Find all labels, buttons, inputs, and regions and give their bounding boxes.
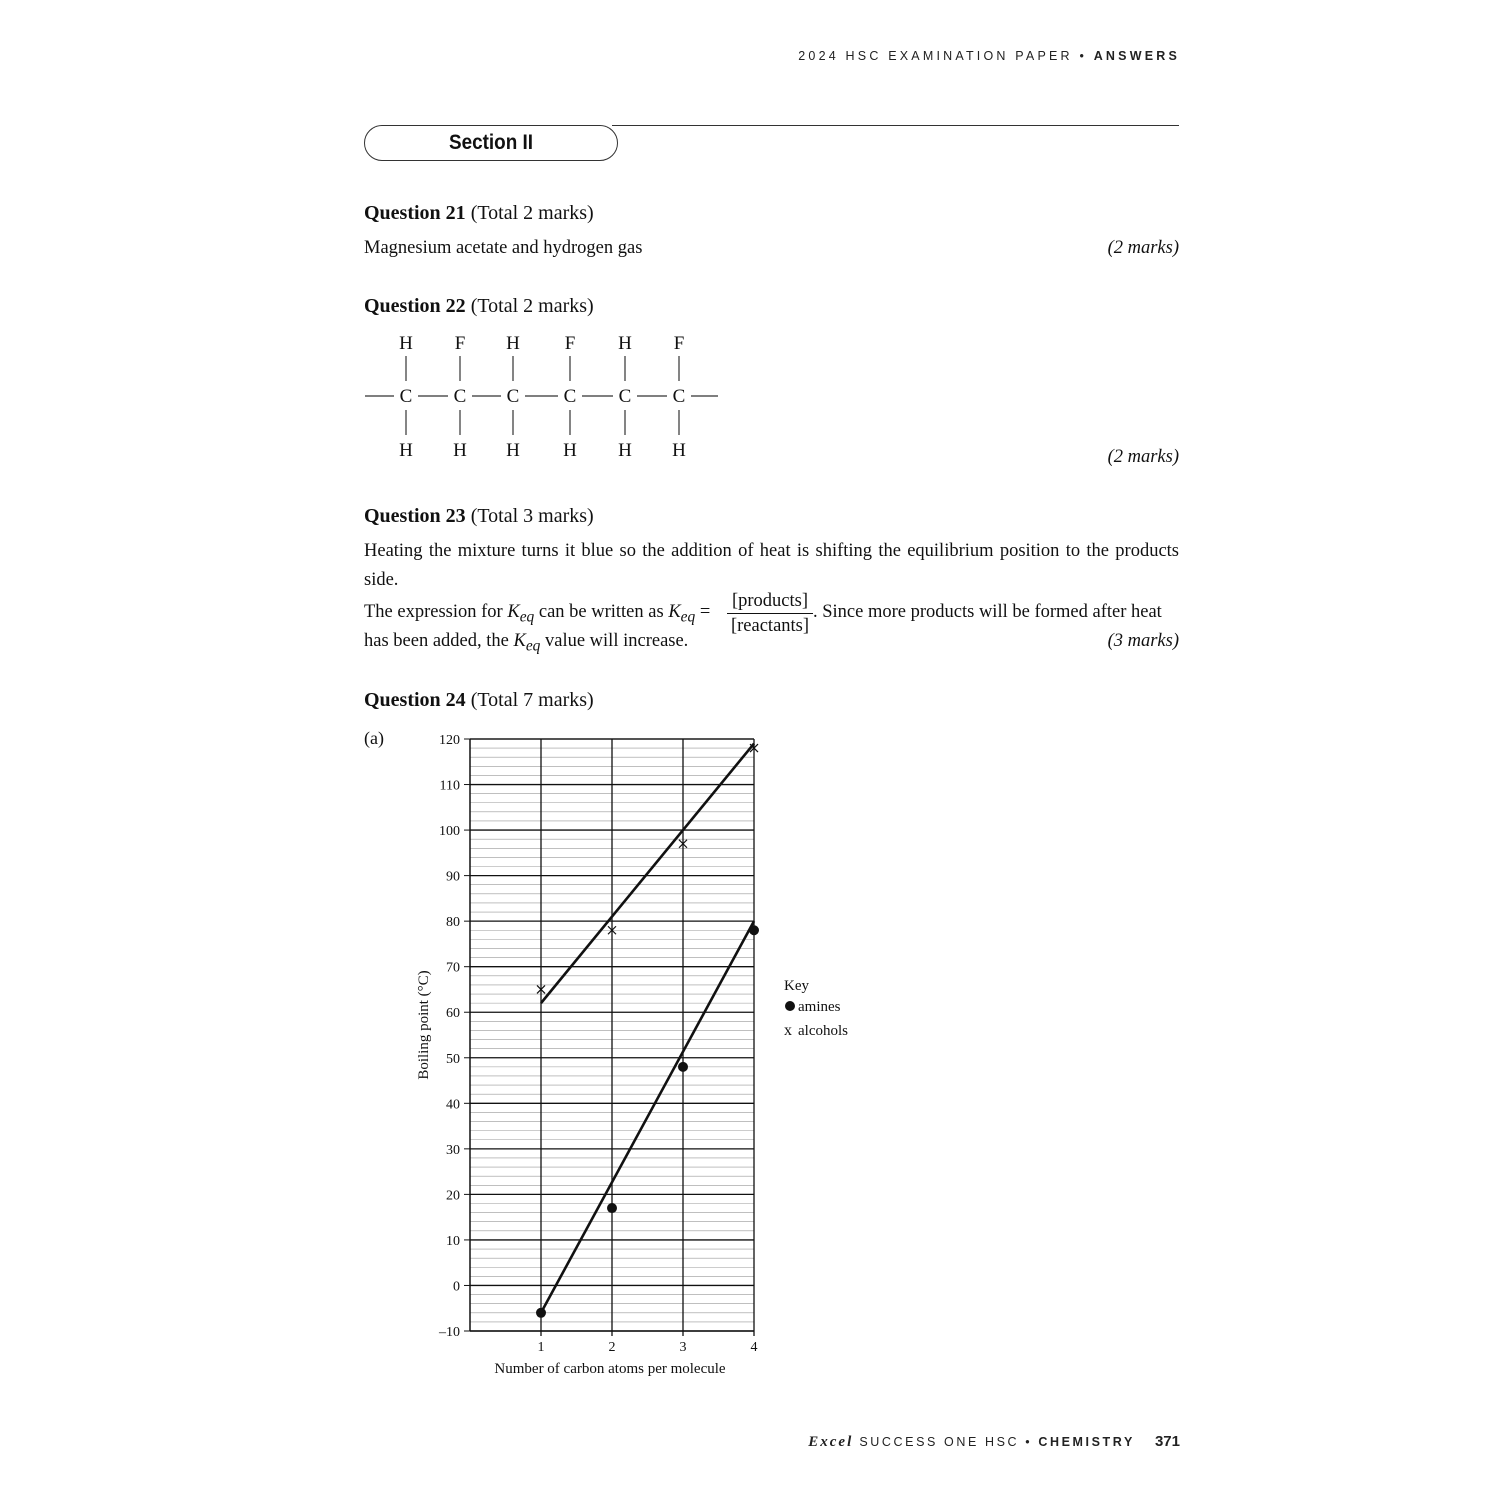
footer-separator: • [1025, 1435, 1033, 1449]
y-tick-label: 100 [439, 824, 460, 840]
data-point-amines [678, 1062, 688, 1072]
x-tick-label: 1 [537, 1340, 545, 1355]
atom-bottom: H [506, 440, 520, 461]
polymer-structure [360, 328, 730, 463]
y-tick-label: 20 [446, 1188, 460, 1204]
atom-top: H [506, 333, 520, 354]
y-tick-label: 60 [446, 1006, 460, 1022]
footer-brand: Excel [808, 1434, 854, 1450]
y-tick-label: 120 [439, 733, 460, 748]
atom-bottom: H [563, 440, 577, 461]
atom-bottom: H [672, 440, 686, 461]
atom-top: F [564, 333, 576, 354]
y-tick-label: 50 [446, 1051, 460, 1067]
question-22-marks: (2 marks) [1107, 447, 1179, 467]
question-24-part-a: (a) [364, 728, 384, 748]
question-24-heading [364, 689, 594, 712]
atom-carbon: C [453, 386, 467, 407]
q23-text-b: can be written as [534, 602, 669, 622]
atom-top: H [618, 333, 632, 354]
question-24-label: Question 24 [364, 689, 466, 711]
atom-bottom: H [453, 440, 467, 461]
running-footer [808, 1433, 1180, 1451]
atom-carbon: C [506, 386, 520, 407]
header-separator: • [1079, 49, 1088, 63]
question-21-label: Question 21 [364, 202, 466, 224]
atom-carbon: C [563, 386, 577, 407]
question-22-total: (Total 2 marks) [470, 295, 594, 317]
legend-title: Key [784, 978, 809, 994]
boiling-point-chart [400, 725, 880, 1385]
question-24-total: (Total 7 marks) [470, 689, 594, 711]
page-number: 371 [1154, 1433, 1180, 1450]
fraction-denominator: [reactants] [730, 616, 810, 636]
trend-line-alcohols [541, 744, 754, 1004]
atom-bottom: H [399, 440, 413, 461]
y-tick-label: –10 [439, 1325, 460, 1340]
question-22-label: Question 22 [364, 295, 466, 317]
atom-carbon: C [618, 386, 632, 407]
question-21-answer: Magnesium acetate and hydrogen gas [364, 238, 643, 258]
fraction-numerator: [products] [727, 589, 813, 614]
atom-top: F [673, 333, 685, 354]
question-23-paragraph-1: Heating the mixture turns it blue so the addition of heat is shifting the equilibrium position to the products side. [364, 541, 1179, 590]
equals-sign: = [695, 602, 711, 622]
keq-symbol-2: K [668, 602, 681, 622]
running-header [798, 49, 1180, 63]
q23-text-c: has been added, the [364, 631, 514, 651]
header-title: 2024 HSC EXAMINATION PAPER [798, 49, 1073, 63]
atom-top: H [399, 333, 413, 354]
question-23-line-3 [364, 631, 688, 656]
data-point-amines [536, 1308, 546, 1318]
atom-top: F [454, 333, 466, 354]
question-21-heading [364, 202, 594, 225]
keq-symbol-3: K [513, 631, 526, 651]
footer-subject: CHEMISTRY [1038, 1435, 1135, 1449]
legend [784, 978, 848, 1039]
x-tick-label: 2 [608, 1340, 616, 1355]
y-tick-label: 30 [446, 1142, 460, 1158]
atom-carbon: C [399, 386, 413, 407]
atom-carbon: C [672, 386, 686, 407]
trend-line-amines [541, 921, 754, 1313]
legend-alcohols-label: alcohols [798, 1023, 848, 1039]
section-title: Section II [448, 131, 534, 154]
question-21-marks: (2 marks) [1107, 238, 1179, 258]
atom-bottom: H [618, 440, 632, 461]
keq-subscript: eq [519, 608, 535, 626]
x-tick-label: 3 [679, 1340, 687, 1355]
legend-amines-marker [785, 1001, 795, 1011]
question-21-total: (Total 2 marks) [470, 202, 594, 224]
data-point-amines [749, 925, 759, 935]
x-axis-label: Number of carbon atoms per molecule [494, 1361, 726, 1377]
footer-series: SUCCESS ONE HSC [859, 1435, 1020, 1449]
q23-text-d: value will increase. [540, 631, 689, 651]
header-answers: ANSWERS [1093, 49, 1180, 63]
data-point-amines [607, 1203, 617, 1213]
question-23-line-2-end: . Since more products will be formed after heat [813, 602, 1162, 622]
question-22-heading [364, 295, 594, 318]
keq-symbol: K [507, 602, 520, 622]
section-rule [612, 125, 1179, 126]
question-23-label: Question 23 [364, 505, 466, 527]
question-23-line-2 [364, 602, 710, 627]
question-23-marks: (3 marks) [1107, 631, 1179, 651]
question-23-heading [364, 505, 594, 528]
x-tick-label: 4 [750, 1340, 758, 1355]
y-tick-label: 40 [446, 1097, 460, 1113]
legend-amines-label: amines [798, 999, 841, 1015]
q23-text-a: The expression for [364, 602, 508, 622]
keq-subscript-3: eq [525, 637, 541, 655]
y-tick-label: 0 [453, 1279, 460, 1295]
y-tick-label: 70 [446, 960, 460, 976]
question-23-total: (Total 3 marks) [470, 505, 594, 527]
y-axis-label: Boiling point (°C) [416, 970, 432, 1080]
y-tick-label: 80 [446, 915, 460, 931]
y-tick-label: 90 [446, 869, 460, 885]
keq-subscript-2: eq [680, 608, 696, 626]
legend-alcohols-marker: x [784, 1022, 792, 1039]
y-tick-label: 110 [439, 778, 460, 794]
keq-fraction [727, 589, 813, 638]
y-tick-label: 10 [446, 1233, 460, 1249]
